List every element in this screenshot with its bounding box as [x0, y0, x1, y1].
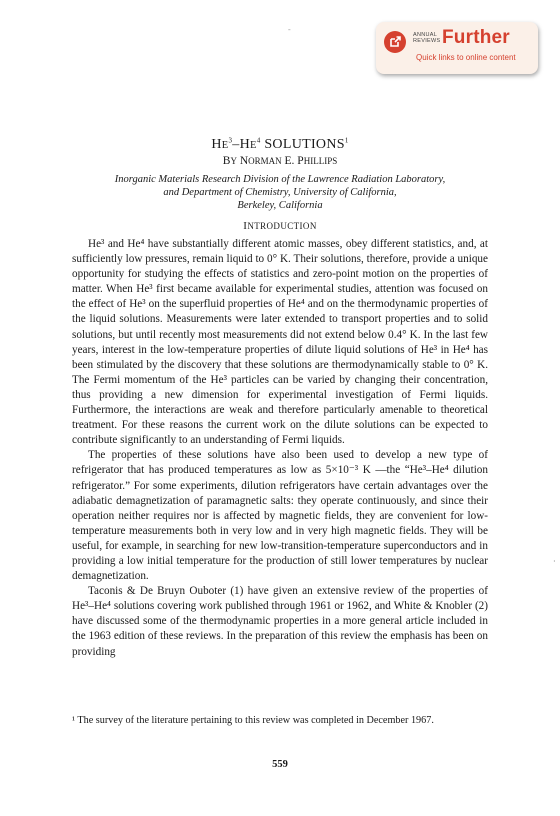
- affiliation-line: and Department of Chemistry, University of California,: [163, 187, 397, 198]
- author-byline: [0, 155, 560, 167]
- section-heading-visual: INTRODUCTION: [243, 220, 317, 232]
- footnote: ¹ The survey of the literature pertaining to this review was completed in December 1967.: [72, 715, 434, 726]
- body-paragraph: The properties of these solutions have also been used to develop a new type of refrigerator that has produced temperatures as low as 5×10⁻³ K —the “He³–He⁴ dilution refrigerator.” For some experiments, dilution refrigerators have certain advantages over the adiabatic demagnetization of paramagnetic salts: they operate continuously, and since their operation neither requires nor is affected by magnetic fields, they are convenient for low-temperature measurements both in very low and in very high magnetic fields. They will be useful, for example, in searching for new low-transition-temperature superconductors and in providing a low initial temperature for the production of still lower temperatures by nuclear demagnetization.: [72, 449, 488, 583]
- quick-links-link[interactable]: Quick links to online content: [416, 53, 516, 62]
- scan-mark: ·: [553, 557, 556, 566]
- scan-mark: -: [288, 25, 291, 34]
- article-title: [0, 136, 560, 153]
- article-body: [72, 237, 488, 660]
- body-paragraph: Taconis & De Bruyn Ouboter (1) have given an extensive review of the properties of He³–He⁴ solutions covering work published through 1961 or 1962, and White & Knobler (2) have discussed some of the thermodynamic properties in a more general article included in the 1963 edition of these reviews. In the preparation of this review the emphasis has been on providing: [72, 585, 488, 658]
- brand-line-1: ANNUAL: [413, 32, 438, 38]
- annual-reviews-logo-text: [413, 32, 440, 44]
- section-heading: [0, 220, 560, 232]
- title-text: $HE^3-HE^4$ SOLUTIONS$^1$: [211, 136, 349, 152]
- author-affiliation: [60, 173, 500, 212]
- author-visual: BY NORMAN E. PHILLIPS: [222, 155, 338, 167]
- annual-reviews-further-banner[interactable]: [376, 22, 538, 74]
- further-label: Further: [442, 27, 510, 48]
- affiliation-line: Berkeley, California: [237, 200, 323, 211]
- body-paragraph: He³ and He⁴ have substantially different atomic masses, obey different statistics, and, at sufficiently low pressures, remain liquid to 0° K. Their solutions, therefore, provide a unique opportunity for studying the effects of statistics and zero-point motion on the properties of matter. When He³ first became available for experimental studies, attention was focused on the effect of He³ on the superfluid properties of He⁴ and on the thermodynamic properties of the liquid solutions. Measurements were later extended to transport properties and to solid solutions, but until recently most measurements did not extend below 0.4° K. In the last few years, interest in the low-temperature properties of dilute liquid solutions of He³ in He⁴ has been stimulated by the discovery that these solutions are thermodynamically stable to 0° K. The Fermi momentum of the He³ particles can be varied by changing their concentration, thus providing a new dimension for experimental investigation of Fermi liquids. Furthermore, the interactions are weak and therefore particularly amenable to theoretical treatment. For these reasons the current work on the dilute solutions can be expected to contribute significantly to an understanding of Fermi liquids.: [72, 238, 488, 447]
- page-number: 559: [272, 759, 288, 770]
- brand-line-2: REVIEWS: [413, 38, 441, 44]
- external-link-icon: [384, 31, 406, 53]
- affiliation-line: Inorganic Materials Research Division of the Lawrence Radiation Laboratory,: [114, 174, 446, 185]
